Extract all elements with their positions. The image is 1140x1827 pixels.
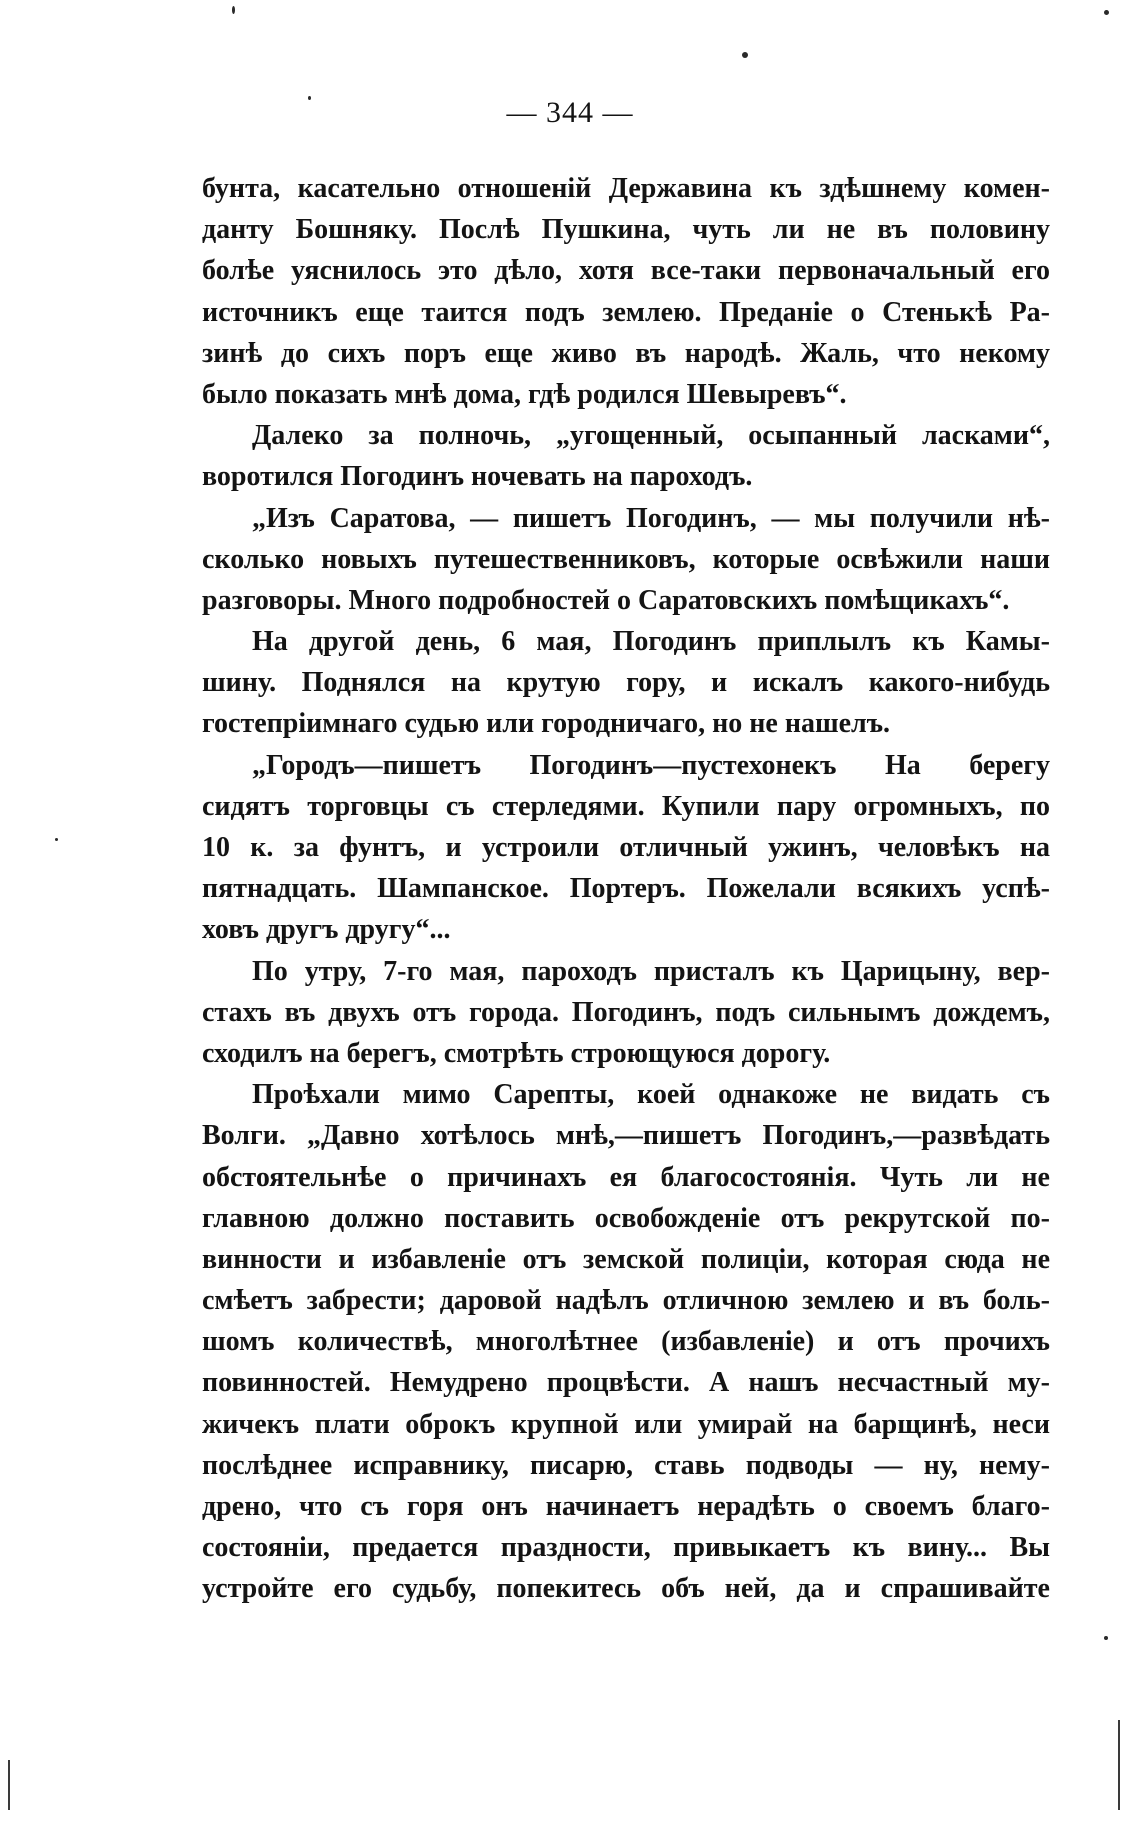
scan-speck bbox=[742, 52, 748, 58]
scan-speck bbox=[1104, 1636, 1108, 1640]
text-line: зинѣ до сихъ поръ еще живо въ народѣ. Жаль, что некому bbox=[202, 337, 1050, 369]
page-number: — 344 — bbox=[506, 96, 634, 129]
text-line: шину. Поднялся на крутую гору, и искалъ какого-нибудь bbox=[202, 667, 1050, 699]
text-line: сколько новыхъ путешественниковъ, которые освѣжили наши bbox=[202, 543, 1050, 575]
text-line: данту Бошняку. Послѣ Пушкина, чуть ли не въ половину bbox=[202, 214, 1050, 246]
text-line: послѣднее исправнику, писарю, ставь подводы — ну, нему- bbox=[202, 1449, 1050, 1481]
text-line: гостепріимнаго судью или городничаго, но не нашелъ. bbox=[202, 708, 891, 740]
text-line: воротился Погодинъ ночевать на пароходъ. bbox=[202, 461, 753, 493]
paragraph-first-line: На другой день, 6 мая, Погодинъ приплылъ къ Камы- bbox=[252, 626, 1050, 658]
text-line: винности и избавленіе отъ земской полиціи, которая сюда не bbox=[202, 1243, 1050, 1275]
paragraph-first-line: Проѣхали мимо Сарепты, коей однакоже не видать съ bbox=[252, 1079, 1050, 1111]
text-line: сидятъ торговцы съ стерледями. Купили пару огромныхъ, по bbox=[202, 790, 1050, 822]
text-line: сходилъ на берегъ, смотрѣть строющуюся дорогу. bbox=[202, 1037, 831, 1069]
body-text bbox=[202, 168, 1050, 1610]
text-line: бунта, касательно отношеній Державина къ здѣшнему комен- bbox=[202, 173, 1050, 204]
text-line: стахъ въ двухъ отъ города. Погодинъ, подъ сильнымъ дождемъ, bbox=[202, 996, 1050, 1028]
text-line: смѣетъ забрести; даровой надѣлъ отличною землею и въ боль- bbox=[202, 1285, 1050, 1317]
text-line: источникъ еще таится подъ землею. Преданіе о Стенькѣ Ра- bbox=[202, 296, 1050, 328]
text-line: шомъ количествѣ, многолѣтнее (избавленіе) и отъ прочихъ bbox=[202, 1326, 1050, 1358]
paragraph-first-line: По утру, 7-го мая, пароходъ присталъ къ Царицыну, вер- bbox=[252, 955, 1050, 987]
paragraph-first-line: Далеко за полночь, „угощенный, осыпанный ласками“, bbox=[252, 420, 1050, 452]
text-line: пятнадцать. Шампанское. Портеръ. Пожелали всякихъ успѣ- bbox=[202, 873, 1050, 905]
paragraph-first-line: „Городъ—пишетъ Погодинъ—пустехонекъ На берегу bbox=[252, 749, 1050, 781]
text-line: болѣе уяснилось это дѣло, хотя все-таки первоначальный его bbox=[202, 255, 1050, 287]
text-line: Волги. „Давно хотѣлось мнѣ,—пишетъ Погодинъ,—развѣдать bbox=[202, 1120, 1050, 1152]
text-line: разговоры. Много подробностей о Саратовскихъ помѣщикахъ“. bbox=[202, 584, 1010, 616]
scan-speck bbox=[232, 6, 235, 14]
text-line: дрено, что съ горя онъ начинаетъ нерадѣть о своемъ благо- bbox=[202, 1491, 1050, 1522]
scan-speck bbox=[308, 96, 311, 100]
text-line: было показать мнѣ дома, гдѣ родился Шевыревъ“. bbox=[202, 378, 847, 410]
text-line: обстоятельнѣе о причинахъ ея благосостоянія. Чуть ли не bbox=[202, 1161, 1050, 1193]
text-line: устройте его судьбу, попекитесь объ ней, да и спрашивайте bbox=[202, 1573, 1050, 1605]
text-line: 10 к. за фунтъ, и устроили отличный ужинъ, человѣкъ на bbox=[202, 832, 1050, 863]
scan-edge-line bbox=[8, 1760, 10, 1810]
scan-edge-line bbox=[1118, 1720, 1120, 1810]
scan-speck bbox=[55, 838, 58, 841]
text-line: повинностей. Немудрено процвѣсти. А нашъ несчастный му- bbox=[202, 1367, 1050, 1399]
text-line: жичекъ плати оброкъ крупной или умирай на барщинѣ, неси bbox=[202, 1408, 1050, 1440]
paragraph-first-line: „Изъ Саратова, — пишетъ Погодинъ, — мы получили нѣ- bbox=[252, 502, 1050, 534]
text-line: состояніи, предается праздности, привыкаетъ къ вину... Вы bbox=[202, 1532, 1050, 1564]
text-line: ховъ другъ другу“... bbox=[202, 914, 451, 946]
scan-speck bbox=[1104, 10, 1109, 15]
text-line: главною должно поставить освобожденіе отъ рекрутской по- bbox=[202, 1202, 1050, 1234]
